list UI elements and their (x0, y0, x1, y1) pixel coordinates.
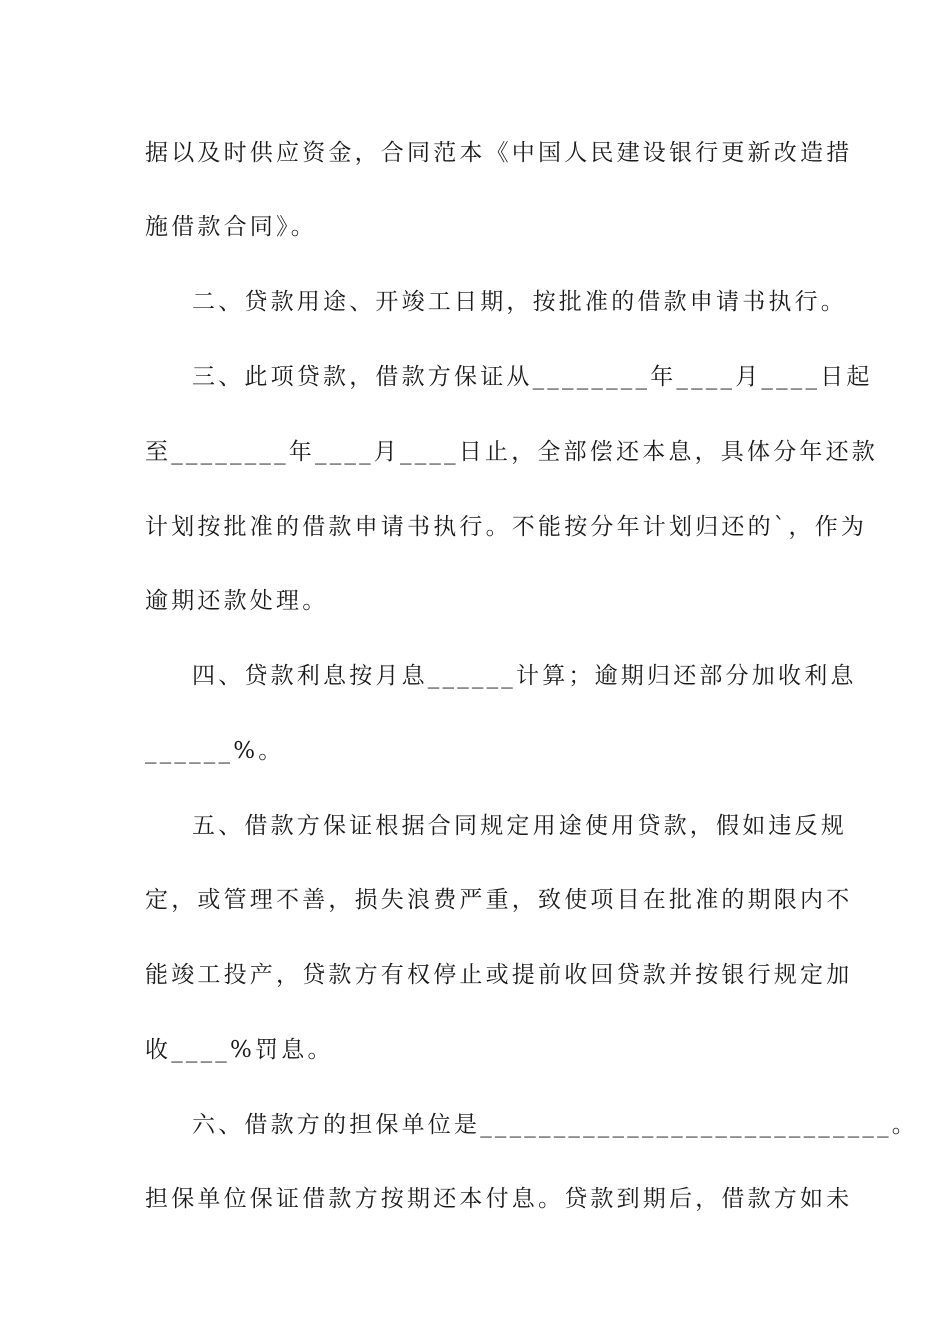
text-line: 逾期还款处理。 (145, 588, 329, 614)
section-3-paragraph: 三、此项贷款，借款方保证从________年____月____日起 (192, 364, 873, 390)
text-line: ______%。 (145, 738, 285, 764)
section-2-paragraph: 二、贷款用途、开竣工日期，按批准的借款申请书执行。 (192, 289, 847, 315)
text-line: 收____%罚息。 (145, 1037, 334, 1063)
text-line: 计划按批准的借款申请书执行。不能按分年计划归还的`，作为 (145, 514, 868, 540)
text-line: 能竣工投产，贷款方有权停止或提前收回贷款并按银行规定加 (145, 962, 853, 988)
text-line: 定，或管理不善，损失浪费严重，致使项目在批准的期限内不 (145, 887, 853, 913)
section-6-paragraph: 六、借款方的担保单位是____________________________。 (192, 1112, 918, 1138)
text-line: 担保单位保证借款方按期还本付息。贷款到期后，借款方如未 (145, 1186, 853, 1212)
text-line: 据以及时供应资金，合同范本《中国人民建设银行更新改造措 (145, 140, 853, 166)
section-4-paragraph: 四、贷款利息按月息______计算；逾期归还部分加收利息 (192, 663, 857, 689)
section-5-paragraph: 五、借款方保证根据合同规定用途使用贷款，假如违反规 (192, 813, 847, 839)
text-line: 至________年____月____日止，全部偿还本息，具体分年还款 (145, 439, 878, 465)
text-line: 施借款合同》。 (145, 214, 317, 240)
